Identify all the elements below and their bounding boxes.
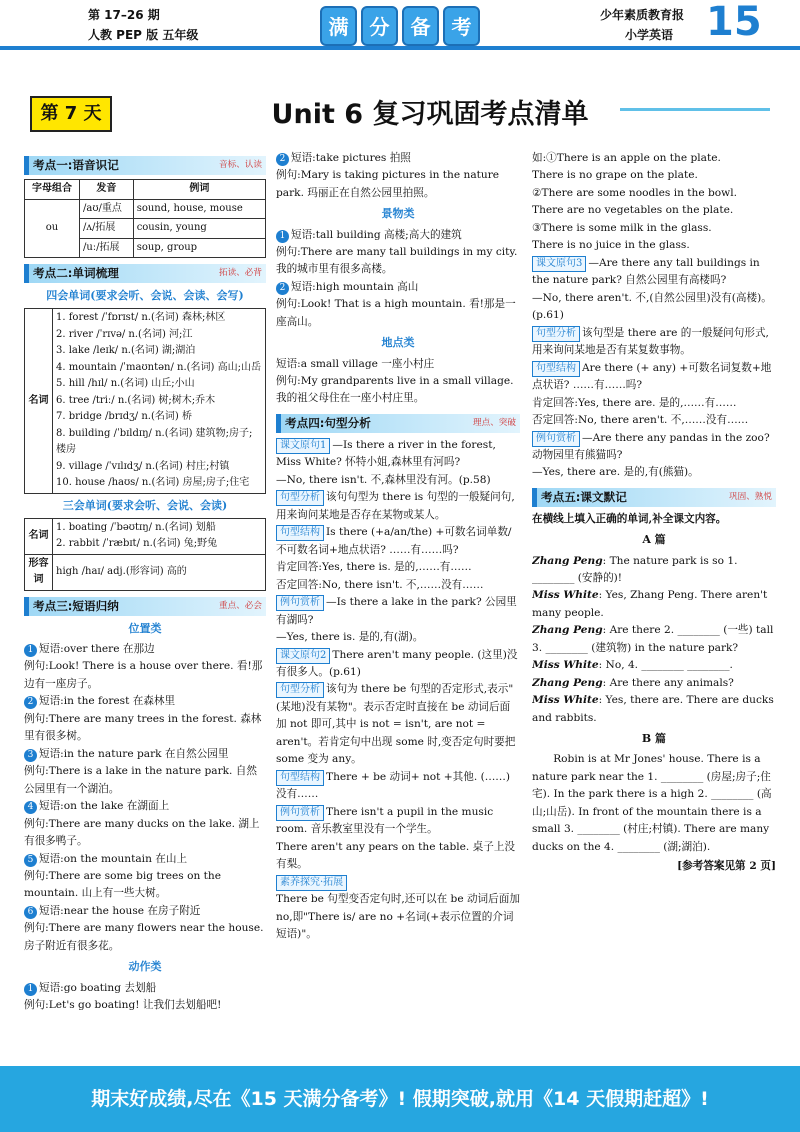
text: 3. lake /leɪk/ n.(名词) 湖;湖泊 — [56, 345, 196, 357]
text: —No, there aren't. 不,(自然公园里)没有(高楼)。(p.61) — [532, 291, 772, 322]
label-tag: 例句赏析 — [276, 595, 324, 611]
text: 9. village /ˈvɪlɪdʒ/ n.(名词) 村庄;村镇 — [56, 460, 230, 472]
phrase-item — [24, 641, 266, 693]
text: 6 — [24, 906, 37, 919]
text: /uː/拓展 — [79, 238, 133, 258]
phonics-table — [24, 179, 266, 258]
text: 肯定回答:Yes, there is. 是的,……有…… — [276, 561, 472, 574]
text: A 篇 — [642, 533, 666, 547]
subheading: 位置类 — [128, 621, 162, 635]
text: 例句:There are many tall buildings in my city. 我的城市里有很多高楼。 — [276, 246, 518, 276]
column-left — [24, 150, 266, 1050]
column-right — [532, 150, 776, 1050]
text: : Yes, there are. There are ducks and rabbits. — [532, 694, 774, 724]
text: 该句为 there be 句型的否定形式,表示"(某地)没有某物"。表示否定时直接在 be 动词后面加 not 即可,其中 is not = isn't, are not = aren't。若肯定句中出现 some 时,变否定句时要把 some 变为 any。 — [276, 683, 516, 766]
text: Miss White — [532, 659, 599, 672]
subheading: 地点类 — [381, 336, 415, 350]
text: 形容词 — [25, 554, 53, 590]
text: Robin is at Mr Jones' house. There is a nature park near the 1. ________ (房屋;房子;住宅). In the park there is a high 2. ________ (高山;山岳). In front of the mountain there is a small 3. ________ (村庄;村镇). There are many ducks on the 4. ________ (湖;湖泊). — [532, 753, 772, 853]
text: 例句:There are many flowers near the house. 房子附近有很多花。 — [24, 922, 264, 952]
text: 名词 — [25, 309, 53, 494]
text: 1 — [24, 644, 37, 657]
text: —Yes, there is. 是的,有(湖)。 — [276, 631, 424, 644]
text: 2. rabbit /ˈræbɪt/ n.(名词) 兔;野兔 — [56, 538, 218, 550]
text: ③There is some milk in the glass. — [532, 221, 712, 234]
text: : The nature park is so 1. ________ (安静的)! — [532, 554, 738, 584]
text: [参考答案见第 2 页] — [677, 860, 776, 873]
text: 3 — [24, 749, 37, 762]
section-header — [276, 414, 520, 433]
phrase-item — [24, 903, 266, 955]
text: /aʊ/重点 — [79, 199, 133, 219]
text: 考点四:句型分析 — [285, 415, 371, 430]
text: 例句:Let's go boating! 让我们去划船吧! — [24, 998, 222, 1011]
phrase-item — [276, 150, 520, 202]
text: There is no grape on the plate. — [532, 169, 698, 182]
column-middle — [276, 150, 520, 1050]
header-divider — [0, 46, 800, 50]
text: Miss White — [532, 694, 599, 707]
text: 短语:in the nature park 在自然公园里 — [39, 747, 229, 760]
text: 例句:Look! That is a high mountain. 看!那是一座高山。 — [276, 298, 516, 328]
text: : No, 4. ________ ________. — [598, 659, 733, 672]
section-header — [24, 264, 266, 283]
series-logo — [320, 6, 480, 46]
phrase-item — [24, 693, 266, 745]
subject-label: 小学英语 — [625, 28, 674, 42]
text: 短语:a small village 一座小村庄 — [276, 357, 435, 370]
phrase-item — [24, 798, 266, 850]
page-header — [0, 0, 800, 95]
text: Are there (+ any) +可数名词复数+地点状语? ……有……吗? — [532, 361, 772, 392]
logo-char: 满 — [320, 6, 357, 46]
text: 理点、突破 — [473, 417, 516, 428]
text: 该句型是 there are 的一般疑问句形式,用来询问某地是否有某复数事物。 — [532, 326, 769, 357]
label-tag: 课文原句1 — [276, 438, 330, 454]
text: 1. forest /ˈfɒrɪst/ n.(名词) 森林;林区 — [56, 312, 226, 324]
phrase-item — [276, 227, 520, 279]
text: 短语:near the house 在房子附近 — [39, 904, 201, 917]
text: 2 — [276, 153, 289, 166]
text: There isn't a pupil in the music room. 音乐教室里没有一个学生。 — [276, 805, 494, 836]
text: : Are there 2. ________ (一些) tall 3. ________ (建筑物) in the nature park? — [532, 624, 774, 654]
text: —Are there any tall buildings in the nature park? 自然公园里有高楼吗? — [532, 256, 760, 287]
publisher-name: 少年素质教育报 — [600, 8, 685, 22]
phrase-item — [276, 356, 520, 408]
text: 1. boating /ˈbəʊtɪŋ/ n.(名词) 划船 — [56, 521, 216, 533]
label-tag: 课文原句3 — [532, 256, 586, 272]
text: There be 句型变否定句时,还可以在 be 动词后面加 no,即"There is/ are no +名词(+表示位置的介词短语)"。 — [276, 893, 520, 941]
text: 10. house /haʊs/ n.(名词) 房屋;房子;住宅 — [56, 477, 250, 489]
word-table — [24, 308, 266, 494]
text: There aren't any pears on the table. 桌子上没有梨。 — [276, 840, 516, 871]
text: 例句:There are many ducks on the lake. 湖上有很多鸭子。 — [24, 817, 260, 848]
text: 音标、认读 — [219, 160, 262, 170]
phrase-item — [24, 746, 266, 798]
text: 例句:There is a lake in the nature park. 自然公园里有一个湖泊。 — [24, 765, 257, 795]
text: There are no vegetables on the plate. — [532, 204, 734, 217]
text: Zhang Peng — [532, 554, 603, 567]
text: 发音 — [79, 180, 133, 200]
text: : Are there any animals? — [602, 676, 734, 689]
text: /ʌ/拓展 — [79, 219, 133, 239]
text: 短语:over there 在那边 — [39, 642, 155, 655]
label-tag: 句型结构 — [276, 770, 324, 786]
text: 2. river /ˈrɪvə/ n.(名词) 河;江 — [56, 328, 193, 340]
text: 例句:My grandparents live in a small village. 我的祖父母住在一座小村庄里。 — [276, 374, 514, 405]
text: 在横线上填入正确的单词,补全课文内容。 — [532, 512, 727, 525]
label-tag: 素养探究·拓展 — [276, 875, 347, 891]
text: 考点一:语音识记 — [33, 158, 119, 172]
text: 重点、必会 — [219, 600, 262, 611]
section-header — [24, 156, 266, 175]
text: 如:①There is an apple on the plate. — [532, 152, 721, 164]
footer-banner: 期末好成绩,尽在《15 天满分备考》! 假期突破,就用《14 天假期赶超》! — [0, 1066, 800, 1132]
phrase-item — [24, 980, 266, 1015]
text: Miss White — [532, 589, 599, 602]
day-badge: 第 7 天 — [30, 96, 112, 132]
issue-number: 第 17–26 期 — [88, 8, 160, 22]
text: 名词 — [25, 518, 53, 554]
phrase-item — [24, 851, 266, 903]
text: —No, there isn't. 不,森林里没有河。(p.58) — [276, 473, 491, 486]
logo-char: 考 — [443, 6, 480, 46]
text: 7. bridge /brɪdʒ/ n.(名词) 桥 — [56, 411, 192, 423]
label-tag: 句型分析 — [276, 682, 324, 698]
text: 8. building /ˈbɪldɪŋ/ n.(名词) 建筑物;房子;楼房 — [56, 427, 253, 456]
text: 考点三:短语归纳 — [33, 598, 119, 613]
text: 例句:Look! There is a house over there. 看!那边有一座房子。 — [24, 660, 263, 690]
text: 5. hill /hɪl/ n.(名词) 山丘;小山 — [56, 378, 195, 390]
subheading: 四会单词(要求会听、会说、会读、会写) — [46, 289, 244, 302]
text: 短语:on the mountain 在山上 — [39, 852, 188, 865]
text: 短语:tall building 高楼;高大的建筑 — [291, 228, 462, 241]
text: 2 — [276, 282, 289, 295]
subheading: 三会单词(要求会听、会说、会读) — [62, 498, 228, 512]
text: Zhang Peng — [532, 676, 603, 689]
text: 肯定回答:Yes, there are. 是的,……有…… — [532, 396, 737, 409]
text: 短语:in the forest 在森林里 — [39, 695, 176, 708]
page-number: 15 — [706, 0, 762, 45]
edition-label: 人教 PEP 版 五年级 — [88, 28, 199, 42]
text: —Yes, there are. 是的,有(熊猫)。 — [532, 466, 699, 479]
section-header — [532, 488, 776, 507]
text: There + be 动词+ not +其他. (……)没有…… — [276, 770, 511, 801]
text: 短语:high mountain 高山 — [291, 280, 419, 293]
text: high /haɪ/ adj.(形容词) 高的 — [53, 554, 266, 590]
text: 否定回答:No, there isn't. 不,……没有…… — [276, 578, 484, 591]
label-tag: 句型分析 — [276, 490, 324, 506]
text: Is there (+a/an/the) +可数名词单数/不可数名词+地点状语? ……有……吗? — [276, 526, 512, 556]
text: 5 — [24, 854, 37, 867]
text: 4 — [24, 801, 37, 814]
text: soup, group — [133, 238, 265, 258]
text: 巩固、熟悦 — [729, 491, 772, 502]
label-tag: 句型结构 — [276, 525, 324, 541]
text: ②There are some noodles in the bowl. — [532, 186, 737, 199]
section-header — [24, 597, 266, 616]
text: 例词 — [133, 180, 265, 200]
page-title: Unit 6 复习巩固考点清单 — [271, 99, 589, 130]
label-tag: 例句赏析 — [532, 431, 580, 447]
text: 1 — [276, 230, 289, 243]
label-tag: 例句赏析 — [276, 805, 324, 821]
text: There aren't many people. (这里)没有很多人。(p.61) — [276, 648, 518, 678]
text: 4. mountain /ˈmaʊntən/ n.(名词) 高山;山岳 — [56, 361, 261, 373]
text: 例句:Mary is taking pictures in the nature park. 玛丽正在自然公园里拍照。 — [276, 169, 500, 199]
label-tag: 句型分析 — [532, 326, 580, 342]
logo-char: 备 — [402, 6, 439, 46]
text: 1 — [24, 983, 37, 996]
text: sound, house, mouse — [133, 199, 265, 219]
text: 短语:go boating 去划船 — [39, 981, 157, 994]
text: 拓读、必背 — [219, 268, 262, 278]
text: 2 — [24, 696, 37, 709]
text: B 篇 — [641, 732, 667, 746]
subheading: 动作类 — [128, 960, 162, 974]
subheading: 景物类 — [381, 207, 415, 221]
text: —Is there a river in the forest, Miss White? 怀特小姐,森林里有河吗? — [276, 438, 496, 469]
phrase-item — [276, 279, 520, 331]
text: 例句:There are some big trees on the mountain. 山上有一些大树。 — [24, 870, 222, 900]
text: 字母组合 — [25, 180, 80, 200]
logo-char: 分 — [361, 6, 398, 46]
text: 否定回答:No, there aren't. 不,……没有…… — [532, 414, 749, 427]
text: : Yes, Zhang Peng. There aren't many people. — [532, 589, 768, 619]
text: 考点五:课文默记 — [541, 489, 627, 504]
text: 短语:on the lake 在湖面上 — [39, 800, 170, 813]
label-tag: 句型结构 — [532, 361, 580, 377]
title-decoration — [620, 108, 770, 138]
text: —Is there a lake in the park? 公园里有湖吗? — [276, 596, 517, 626]
text: —Are there any pandas in the zoo? 动物园里有熊猫吗? — [532, 431, 770, 461]
text: 考点二:单词梳理 — [33, 266, 119, 280]
text: 6. tree /triː/ n.(名词) 树;树木;乔木 — [56, 394, 216, 406]
text: 例句:There are many trees in the forest. 森林里有很多树。 — [24, 712, 262, 743]
label-tag: 课文原句2 — [276, 648, 330, 664]
text: 该句句型为 there is 句型的一般疑问句,用来询问某地是否存在某物或某人。 — [276, 491, 515, 521]
text: cousin, young — [133, 219, 265, 239]
text: ou — [25, 199, 80, 258]
text: There is no juice in the glass. — [532, 239, 690, 252]
text: Zhang Peng — [532, 624, 603, 637]
text: 短语:take pictures 拍照 — [291, 152, 411, 164]
word-table-extra — [24, 518, 266, 591]
